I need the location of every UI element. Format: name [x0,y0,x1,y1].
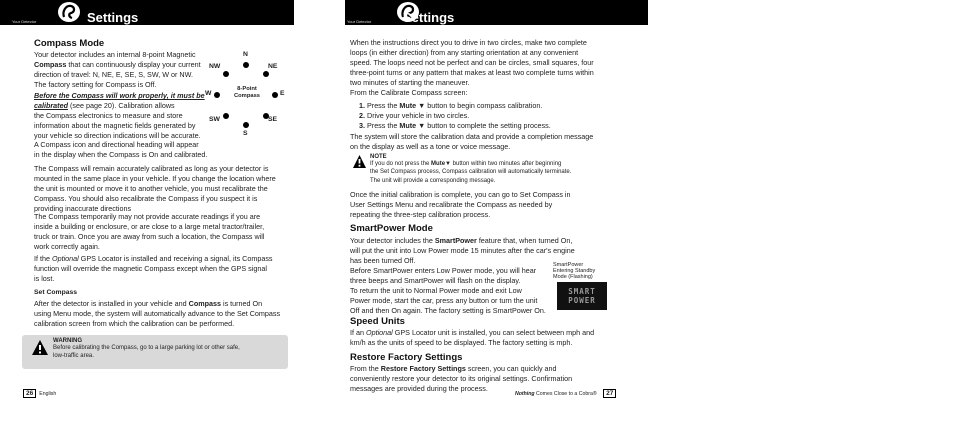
compass-se: SE [268,116,278,123]
warning-icon [31,339,49,356]
left-footer: 26 English [23,389,56,398]
speed-units-heading: Speed Units [350,316,405,327]
compass-diagram [204,51,294,142]
right-header-bar [345,0,648,25]
header-small-label: Your Detector [347,19,372,24]
note-block: NOTE If you do not press the Mute▼ button within two minutes after beginning the Set Compass process, Compass calibration will automatically terminate. The unit will provide a corresponding message. [370,154,572,184]
smartpower-display-image [557,282,607,310]
icon-paragraph: A Compass icon and directional heading will appear in the display when the Compass is On and calibrated. [34,140,208,159]
compass-sw: SW [209,116,220,123]
smartpower-image-caption: SmartPower Entering Standby Mode (Flashing) [553,262,596,280]
note-icon [352,154,367,169]
instructions-paragraph: When the instructions direct you to drive in two circles, make two complete loops (in either direction) from any starting orientation at any convenient speed. The loops need not be perfect and can be circles, small squares, four three-point turns or any pattern that makes at least two complete turns within two minutes of starting the maneuver. [350,38,594,87]
calibration-paragraph: Before the Compass will work properly, it must be calibrated (see page 20). Calibration allows the Compass electronics to measure and store information about the magnetic fields generated by your vehicle so direction indications will be accurate. [34,91,205,140]
once-paragraph: Once the initial calibration is complete, you can go to Set Compass in User Settings Menu and recalibrate the Compass as needed by repeating the three-step calibration process. [350,190,571,219]
remain-paragraph: The Compass will remain accurately calibrated as long as your detector is mounted in the same place in your vehicle. If you change the location where the unit is mounted or move it to another vehicle, you must recalibrate the Compass. You should also recalibrate the Compass if you suspect it is providing inaccurate directions [34,164,276,213]
page-title: Settings [87,10,139,25]
calibration-steps [359,101,649,131]
set-compass-heading: Set Compass [34,289,78,296]
step-2: 2. Drive your vehicle in two circles. [359,110,470,120]
from-screen-text: From the Calibrate Compass screen: [350,88,468,97]
compass-rose [204,58,294,142]
compass-n: N [243,51,248,58]
page-number: 26 [23,389,36,398]
compass-mode-heading: Compass Mode [34,38,105,49]
smartpower-display-text: SMART POWER [568,287,596,305]
compass-center-label: 8-Point Compass [233,86,261,99]
step-1: 1. Press the Mute ▼ button to begin compass calibration. [359,101,543,110]
cobra-logo-icon [57,1,81,23]
store-paragraph: The system will store the calibration data and provide a completion message on the display as well as a tone or voice message. [350,132,594,151]
left-page [0,0,300,424]
right-footer: Nothing Comes Close to a Cobra® 27 [515,389,619,398]
smartpower-intro: Your detector includes the SmartPower feature that, when turned On, will put the unit into Low Power mode 15 minutes after the car's engine has been turned Off. [350,236,575,265]
speed-units-paragraph: If an Optional GPS Locator unit is installed, you can select between mph and km/h as the units of speed to be displayed. The factory setting is mph. [350,328,595,347]
restore-heading: Restore Factory Settings [350,352,463,363]
right-page [345,0,650,424]
smartpower-detail: Before SmartPower enters Low Power mode, you will hear three beeps and SmartPower will flash on the display. To return the unit to Normal Power mode and exit Low Power mode, start the car, press any button or turn the unit Off and then On again. The factory setting is SmartPower On. [350,266,546,315]
set-compass-paragraph: After the detector is installed in your vehicle and Compass is turned On using Menu mode, the system will automatically advance to the Set Compass calibration screen from which the calibration can be performed. [34,299,281,328]
warning-text: WARNING Before calibrating the Compass, go to a large parking lot or other safe, low-traffic area. [53,338,240,360]
page-title: Settings [403,10,455,25]
compass-intro: Your detector includes an internal 8-point Magnetic Compass that can continuously display your current direction of travel: N, NE, E, SE, S, SW, W or NW. The factory setting for Compass is Off. [34,50,201,89]
header-small-label: Your Detector [12,19,37,24]
temporary-paragraph: The Compass temporarily may not provide accurate readings if you are inside a building or enclosure, or are close to a large metal tractor/trailer, truck or train. Once you are away from such a location, the Compass will work correctly again. [34,212,265,251]
compass-s: S [243,130,248,137]
left-header-bar [0,0,294,25]
gps-paragraph: If the Optional GPS Locator is installed and receiving a signal, its Compass function will override the magnetic Compass except when the GPS signal is lost. [34,254,273,283]
smartpower-heading: SmartPower Mode [350,223,433,234]
compass-e: E [280,90,285,97]
compass-w: W [205,90,212,97]
compass-nw: NW [209,63,221,70]
step-3: 3. Press the Mute ▼ button to complete the setting process. [359,120,551,130]
page-number: 27 [603,389,616,398]
restore-paragraph: From the Restore Factory Settings screen, you can quickly and conveniently restore your detector to its original settings. Confirmation messages are provided during the process. [350,364,573,393]
compass-ne: NE [268,63,278,70]
warning-box [22,335,288,369]
